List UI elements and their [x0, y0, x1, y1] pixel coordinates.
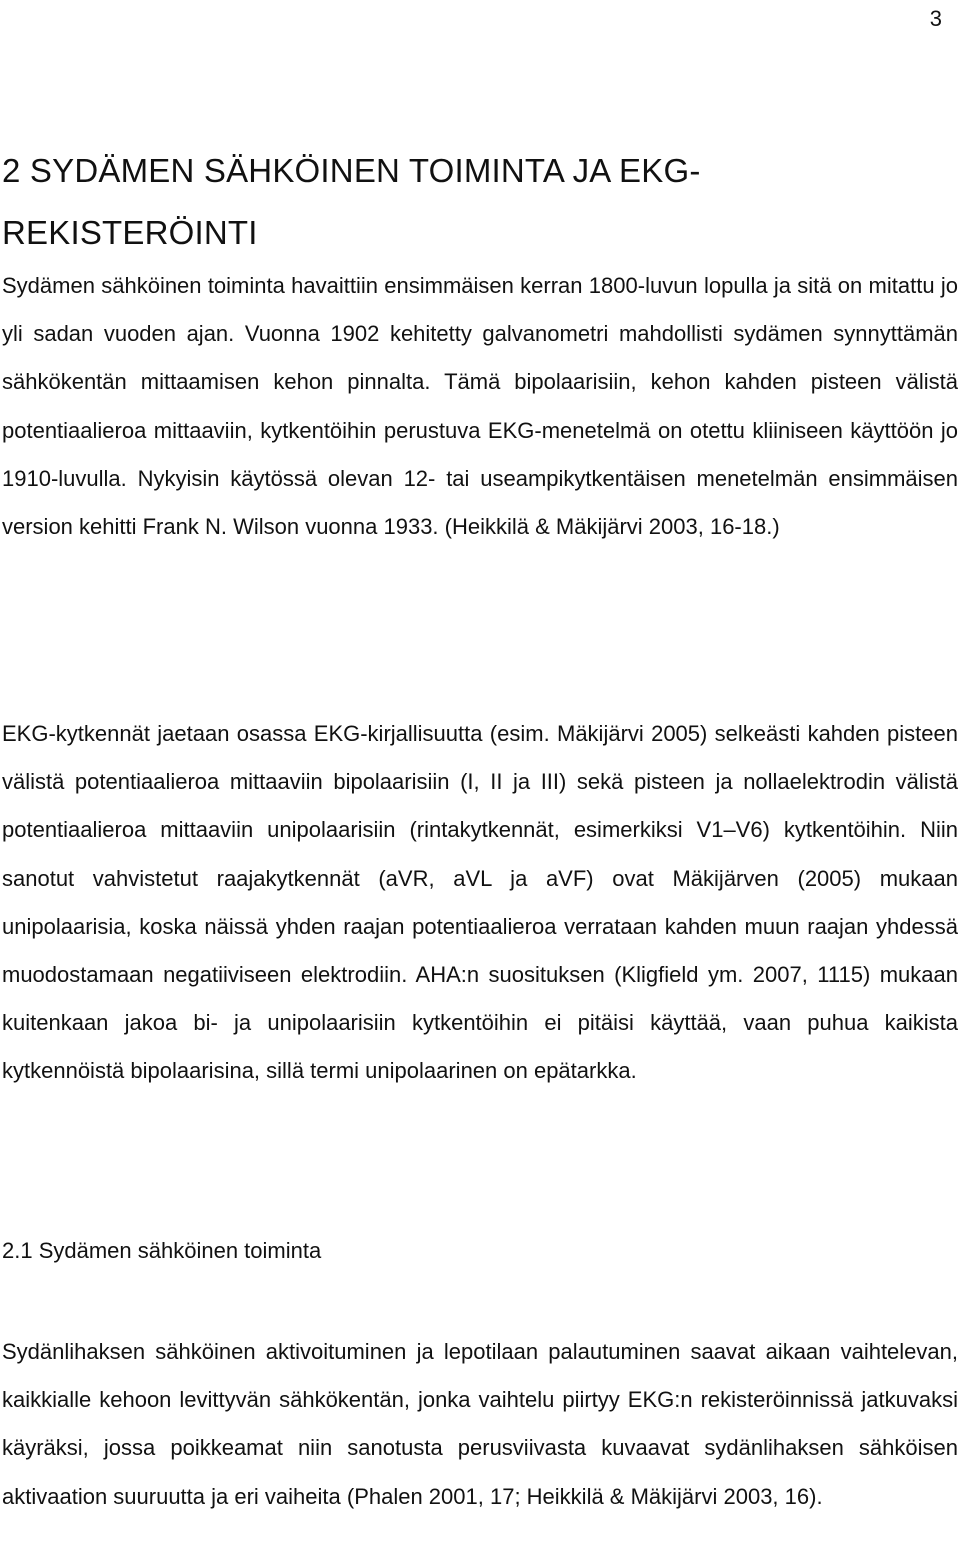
section-title: 2.1 Sydämen sähköinen toiminta: [2, 1238, 322, 1263]
chapter-title: [2, 140, 882, 264]
chapter-title-line-1: 2 SYDÄMEN SÄHKÖINEN TOIMINTA JA EKG-: [2, 152, 701, 189]
page-number: 3: [929, 6, 942, 31]
chapter-title-line-2: REKISTERÖINTI: [2, 214, 258, 251]
paragraph-electrical-activity: Sydänlihaksen sähköinen aktivoituminen ja lepotilaan palautuminen saavat aikaan vaihtelevan, kaikkialle kehoon levittyvän sähkökentän, jonka vaihtelu piirtyy EKG:n rekisteröinnissä jatkuvaksi käyräksi, jossa poikkeamat niin sanotusta perusviivasta kuvaavat sydänlihaksen sähköisen aktivaation suuruutta ja eri vaiheita (Phalen 2001, 17; Heikkilä & Mäkijärvi 2003, 16).: [2, 1339, 958, 1509]
paragraph-lead-types: EKG-kytkennät jaetaan osassa EKG-kirjallisuutta (esim. Mäkijärvi 2005) selkeästi kahden pisteen välistä potentiaalieroa mittaaviin bipolaarisiin (I, II ja III) sekä pisteen ja nollaelektrodin välistä potentiaalieroa mittaaviin unipolaarisiin (rintakytkennät, esimerkiksi V1–V6) kytkentöihin. Niin sanotut vahvistetut raajakytkennät (aVR, aVL ja aVF) ovat Mäkijärven (2005) mukaan unipolaarisia, koska näissä yhden raajan potentiaalieroa verrataan kahden muun raajan yhdessä muodostamaan negatiiviseen elektrodiin. AHA:n suosituksen (Kligfield ym. 2007, 1115) mukaan kuitenkaan jakoa bi- ja unipolaarisiin kytkentöihin ei pitäisi käyttää, vaan puhua kaikista kytkennöistä bipolaarisina, sillä termi unipolaarinen on epätarkka.: [2, 721, 958, 1084]
paragraph-history: Sydämen sähköinen toiminta havaittiin ensimmäisen kerran 1800-luvun lopulla ja sitä on mitattu jo yli sadan vuoden ajan. Vuonna 1902 kehitetty galvanometri mahdollisti sydämen synnyttämän sähkökentän mittaamisen kehon pinnalta. Tämä bipolaarisiin, kehon kahden pisteen välistä potentiaalieroa mittaaviin, kytkentöihin perustuva EKG-menetelmä on otettu kliiniseen käyttöön jo 1910-luvulla. Nykyisin käytössä olevan 12- tai useampikytkentäisen menetelmän ensimmäisen version kehitti Frank N. Wilson vuonna 1933. (Heikkilä & Mäkijärvi 2003, 16-18.): [2, 273, 958, 540]
